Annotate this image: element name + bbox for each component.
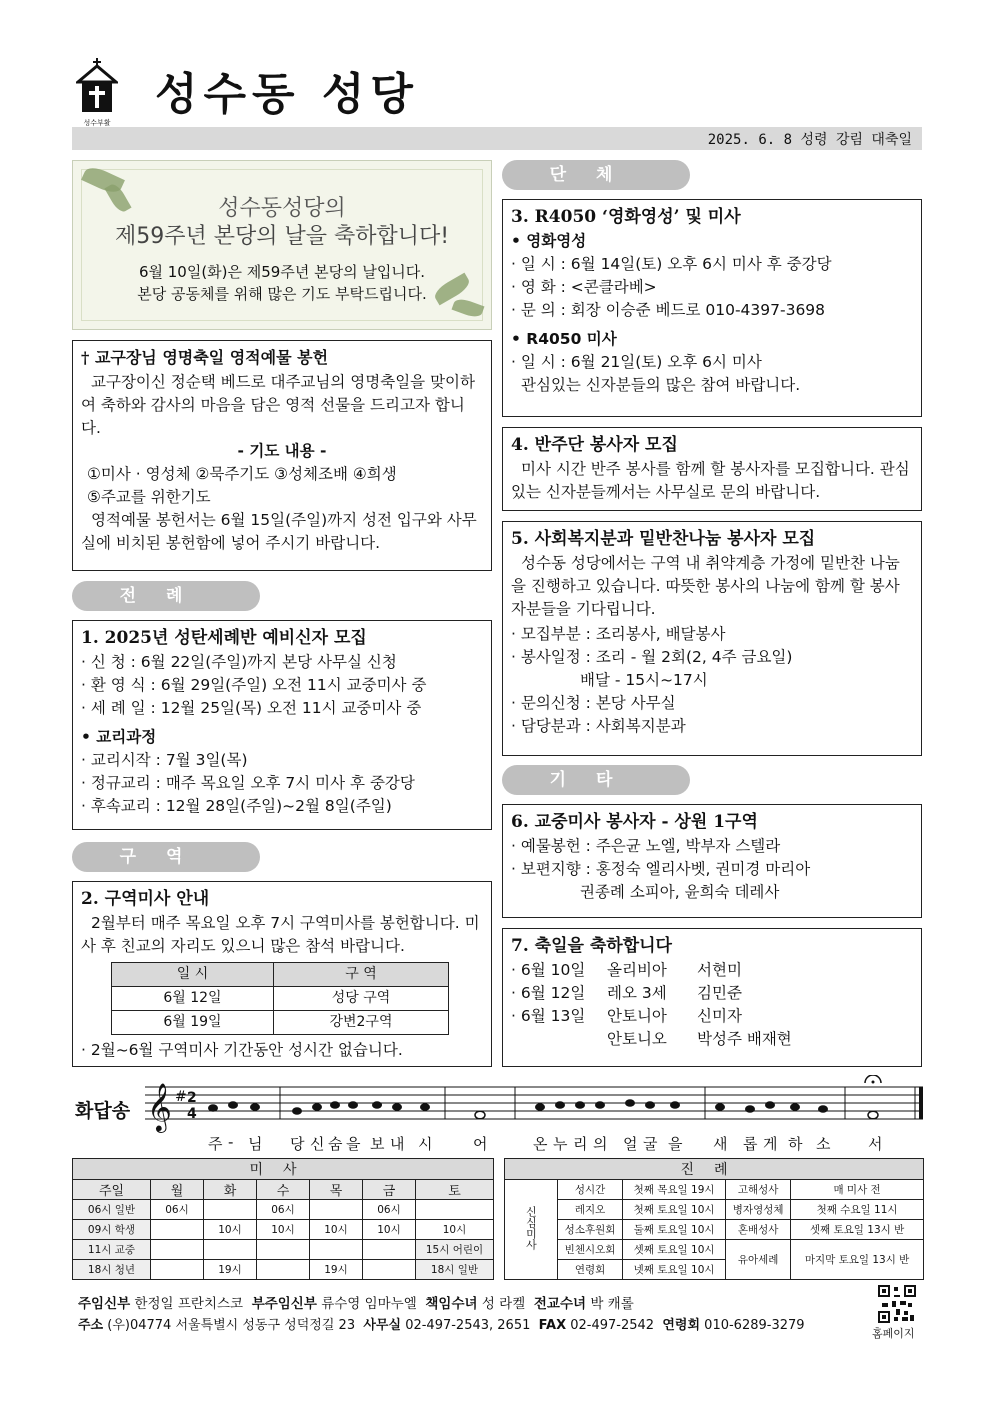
day-header: 주일 — [73, 1180, 151, 1200]
table-cell — [151, 1240, 204, 1260]
lyric-syllable: 서 — [868, 1135, 883, 1153]
table-cell — [310, 1200, 363, 1220]
svg-text:2: 2 — [187, 1090, 197, 1106]
table-cell — [416, 1200, 494, 1220]
hymn-lyrics — [200, 1133, 920, 1153]
item-4-box — [502, 427, 922, 511]
item-1-row: · 환 영 식 : 6월 29일(주일) 오전 11시 교중미사 중 — [81, 676, 427, 694]
item-2-note: · 2월~6월 구역미사 기간동안 성시간 없습니다. — [81, 1041, 403, 1059]
banner-line-2: 제59주년 본당의 날을 축하합니다! — [114, 224, 450, 249]
footer-label: 사무실 — [363, 1318, 402, 1333]
table-row — [73, 1260, 494, 1280]
table-cell: 6월 12일 — [112, 987, 274, 1011]
item-1-row: · 신 청 : 6월 22일(주일)까지 본당 사무실 신청 — [81, 653, 397, 671]
lyric-syllable: 소 — [816, 1135, 831, 1153]
lyric-syllable: 굴 — [643, 1135, 658, 1153]
table-cell: 첫째 토요일 10시 — [623, 1200, 726, 1220]
lyric-syllable: 신 — [310, 1135, 325, 1153]
bishop-paragraph-1: 교구장이신 정순택 베드로 대주교님의 영명축일을 맞이하여 축하와 감사의 마음을 담은 영적 선물을 드리고자 합니다. — [81, 373, 475, 437]
table-cell: 레지오 — [558, 1200, 623, 1220]
item-5-row: · 문의신청 : 본당 사무실 — [511, 694, 676, 712]
table-row — [505, 1200, 924, 1220]
day-header: 월 — [151, 1180, 204, 1200]
table-row — [73, 1240, 494, 1260]
banner-line-3: 6월 10일(화)은 제59주년 본당의 날입니다. — [138, 263, 426, 281]
mass-schedule-table — [72, 1158, 494, 1280]
table-cell: 6월 19일 — [112, 1011, 274, 1035]
item-1-row: · 후속교리 : 12월 28일(주일)~2월 8일(주일) — [81, 797, 392, 815]
lyric-syllable: 내 — [390, 1135, 405, 1153]
day-header: 목 — [310, 1180, 363, 1200]
table-cell — [151, 1260, 204, 1280]
lyric-syllable: 숨 — [328, 1135, 343, 1153]
table-row — [505, 1180, 924, 1200]
table-cell: 둘째 토요일 10시 — [623, 1220, 726, 1240]
item-5-paragraph: 성수동 성당에서는 구역 내 취약계층 가정에 밑반찬 나눔을 진행하고 있습니다. 따뜻한 봉사의 나눔에 함께 할 봉사자분들을 기다립니다. — [511, 554, 900, 618]
lyric-syllable: 님 — [248, 1135, 263, 1153]
qr-code[interactable] — [878, 1285, 916, 1323]
footer-label: FAX — [538, 1318, 567, 1333]
feast-saint: 안토니오 — [607, 1030, 667, 1048]
table-row — [73, 1200, 494, 1220]
lyric-syllable: 어 — [473, 1135, 488, 1153]
footer-value: 02-497-2543, 2651 — [405, 1318, 531, 1333]
mass-table-title: 미사 — [73, 1159, 494, 1180]
lyric-syllable: 누 — [553, 1135, 568, 1153]
footer-label: 연령회 — [662, 1318, 701, 1333]
item-5-row: 배달 - 15시~17시 — [511, 671, 708, 689]
item-3-row: · 일 시 : 6월 21일(토) 오후 6시 미사 — [511, 353, 762, 371]
svg-text:4: 4 — [187, 1106, 197, 1122]
table-cell — [363, 1240, 416, 1260]
item-1-box — [72, 620, 492, 830]
table-row — [73, 1220, 494, 1240]
item-5-row: · 봉사일정 : 조리 - 월 2회(2, 4주 금요일) — [511, 648, 793, 666]
lyric-syllable: 리 — [573, 1135, 588, 1153]
lyric-syllable: 주 — [208, 1135, 223, 1153]
table-cell: 18시 일반 — [416, 1260, 494, 1280]
table-cell — [310, 1240, 363, 1260]
item-3-subheading: • R4050 미사 — [511, 330, 617, 348]
issue-date: 2025. 6. 8 성령 강림 대축일 — [707, 132, 912, 148]
day-header: 금 — [363, 1180, 416, 1200]
footer-label: 주임신부 — [78, 1296, 131, 1312]
section-district: 구역 — [72, 842, 260, 872]
sacraments-table-title: 진례 — [505, 1159, 924, 1180]
feast-date — [511, 1028, 607, 1051]
feast-names: 김민준 — [697, 984, 742, 1002]
feast-saint: 올리비아 — [607, 961, 667, 979]
banner-line-4: 본당 공동체를 위해 많은 기도 부탁드립니다. — [137, 285, 427, 303]
table-cell: 첫째 목요일 19시 — [623, 1180, 726, 1200]
item-7-box — [502, 928, 922, 1067]
sinsim-label — [505, 1180, 558, 1280]
table-cell — [204, 1240, 257, 1260]
lyric-syllable: 시 — [418, 1135, 433, 1153]
table-cell: 10시 — [363, 1220, 416, 1240]
footer-label: 부주임신부 — [251, 1296, 317, 1312]
prayer-list-1: ①미사 · 영성체 ②묵주기도 ③성체조배 ④희생 — [87, 465, 397, 483]
feast-date: · 6월 13일 — [511, 1007, 586, 1025]
table-cell: 강변2구역 — [273, 1011, 448, 1035]
lyric-syllable: 당 — [290, 1135, 305, 1153]
list-item — [511, 959, 792, 982]
item-1-row: · 교리시작 : 7월 3일(목) — [81, 751, 248, 769]
table-cell — [257, 1260, 310, 1280]
list-item — [511, 1005, 792, 1028]
lyric-syllable: 온 — [533, 1135, 548, 1153]
table-cell: 19시 — [204, 1260, 257, 1280]
table-cell: 고해성사 — [726, 1180, 791, 1200]
item-3-row: · 문 의 : 회장 이승준 베드로 010-4397-3698 — [511, 301, 826, 319]
footer-staff — [78, 1294, 868, 1315]
footer-value: 박 캐롤 — [590, 1296, 634, 1312]
table-cell: 성소후원회 — [558, 1220, 623, 1240]
item-1-row: · 정규교리 : 매주 목요일 오후 7시 미사 후 중강당 — [81, 774, 415, 792]
footer-value: 010-6289-3279 — [704, 1318, 805, 1333]
item-6-row: · 예물봉헌 : 주은균 노엘, 박부자 스텔라 — [511, 837, 781, 855]
table-row — [112, 1011, 449, 1035]
date-bar — [72, 127, 922, 150]
section-groups: 단체 — [502, 160, 690, 190]
table-cell — [204, 1200, 257, 1220]
table-cell: 첫째 수요일 11시 — [791, 1200, 924, 1220]
table-cell: 06시 일반 — [73, 1200, 151, 1220]
footer-value: (우)04774 서울특별시 성동구 성덕정길 23 — [107, 1318, 356, 1333]
item-3-row: · 일 시 : 6월 14일(토) 오후 6시 미사 후 중강당 — [511, 255, 832, 273]
banner-line-1: 성수동성당의 — [218, 196, 346, 221]
table-header: 일 시 — [112, 963, 274, 987]
item-3-title: 3. R4050 ‘영화영성’ 및 미사 — [511, 207, 741, 227]
item-2-title: 2. 구역미사 안내 — [81, 889, 210, 909]
feast-names: 서현미 — [697, 961, 742, 979]
table-cell: 성당 구역 — [273, 987, 448, 1011]
table-cell: 10시 — [310, 1220, 363, 1240]
lyric-syllable: 롭 — [743, 1135, 758, 1153]
item-5-row: · 담당분과 : 사회복지분과 — [511, 717, 686, 735]
bishop-title: † 교구장님 영명축일 영적예물 봉헌 — [81, 348, 329, 367]
table-cell: 06시 — [363, 1200, 416, 1220]
footer-label: 전교수녀 — [533, 1296, 587, 1312]
table-cell: 혼배성사 — [726, 1220, 791, 1240]
table-row — [505, 1220, 924, 1240]
table-cell: 셋째 토요일 13시 반 — [791, 1220, 924, 1240]
item-5-row: · 모집부분 : 조리봉사, 배달봉사 — [511, 625, 726, 643]
list-item — [511, 982, 792, 1005]
svg-text:#: # — [175, 1089, 187, 1105]
table-cell — [151, 1220, 204, 1240]
sacraments-table — [504, 1158, 924, 1280]
lyric-syllable: 을 — [346, 1135, 361, 1153]
footer-value: 류수영 임마누엘 — [321, 1296, 417, 1312]
table-cell: 마지막 토요일 13시 반 — [791, 1240, 924, 1280]
footer-contact — [78, 1315, 868, 1336]
lyric-syllable: 을 — [668, 1135, 683, 1153]
table-cell: 19시 — [310, 1260, 363, 1280]
item-2-box — [72, 881, 492, 1067]
table-cell: 09시 학생 — [73, 1220, 151, 1240]
table-cell: 15시 어린이 — [416, 1240, 494, 1260]
church-title: 성수동 성당 — [155, 69, 419, 120]
table-cell: 06시 — [257, 1200, 310, 1220]
lyric-syllable: 하 — [788, 1135, 803, 1153]
sinsim-label-text: 신심미사 — [524, 1206, 538, 1250]
table-cell: 넷째 토요일 10시 — [623, 1260, 726, 1280]
feast-list — [511, 959, 792, 1051]
table-cell: 성시간 — [558, 1180, 623, 1200]
feast-date: · 6월 12일 — [511, 984, 586, 1002]
music-staff — [145, 1075, 925, 1135]
day-header: 수 — [257, 1180, 310, 1200]
prayer-list-2: ⑤주교를 위한기도 — [87, 488, 211, 506]
table-cell — [257, 1240, 310, 1260]
footer-label: 책임수녀 — [425, 1296, 478, 1312]
item-2-paragraph: 2월부터 매주 목요일 오후 7시 구역미사를 봉헌합니다. 미사 후 친교의 자리도 있으니 많은 참석 바랍니다. — [81, 914, 480, 955]
table-cell: 빈첸시오회 — [558, 1240, 623, 1260]
footer-value: 02-497-2542 — [570, 1318, 655, 1333]
item-3-subheading: • 영화영성 — [511, 232, 587, 250]
item-6-row: · 보편지향 : 홍정숙 엘리사벳, 권미경 마리아 — [511, 860, 811, 878]
church-logo — [76, 58, 118, 127]
lyric-syllable: 의 — [593, 1135, 608, 1153]
bishop-paragraph-2: 영적예물 봉헌서는 6월 15일(주일)까지 성전 입구와 사무실에 비치된 봉헌함에 넣어 주시기 바랍니다. — [81, 511, 477, 552]
feast-saint: 레오 3세 — [607, 984, 667, 1002]
feast-names: 신미자 — [697, 1007, 742, 1025]
lyric-syllable: 게 — [763, 1135, 778, 1153]
table-cell: 병자영성체 — [726, 1200, 791, 1220]
item-1-title: 1. 2025년 성탄세례반 예비신자 모집 — [81, 628, 367, 648]
item-1-subheading: • 교리과정 — [81, 728, 157, 746]
table-cell: 10시 — [204, 1220, 257, 1240]
table-header: 구 역 — [273, 963, 448, 987]
logo-caption: 성수부활 — [83, 119, 111, 127]
feast-date: · 6월 10일 — [511, 961, 586, 979]
item-5-box — [502, 521, 922, 756]
item-7-title: 7. 축일을 축하합니다 — [511, 936, 672, 956]
bishop-feast-box — [72, 340, 492, 571]
table-row — [112, 987, 449, 1011]
footer-value: 한정일 프란치스코 — [134, 1296, 244, 1312]
item-6-row: 권종례 소피아, 윤희숙 데레사 — [511, 883, 780, 901]
list-item — [511, 1028, 792, 1051]
item-3-box — [502, 199, 922, 417]
table-cell: 셋째 토요일 10시 — [623, 1240, 726, 1260]
item-6-box — [502, 804, 922, 918]
footer-label: 주소 — [78, 1318, 104, 1333]
item-4-title: 4. 반주단 봉사자 모집 — [511, 435, 678, 455]
footer-value: 성 라켈 — [481, 1296, 526, 1312]
section-etc: 기타 — [502, 765, 690, 795]
lyric-syllable: 새 — [713, 1135, 728, 1153]
section-liturgy: 전례 — [72, 581, 260, 611]
item-6-title: 6. 교중미사 봉사자 - 상원 1구역 — [511, 812, 758, 832]
table-cell: 유아세례 — [726, 1240, 791, 1280]
item-3-note: 관심있는 신자분들의 많은 참여 바랍니다. — [521, 376, 801, 394]
table-cell: 10시 — [257, 1220, 310, 1240]
day-header: 화 — [204, 1180, 257, 1200]
hymn-label: 화답송 — [75, 1100, 131, 1122]
item-4-paragraph: 미사 시간 반주 봉사를 함께 할 봉사자를 모집합니다. 관심 있는 신자분들께서는 사무실로 문의 바랍니다. — [511, 460, 910, 501]
prayer-heading: - 기도 내용 - — [237, 442, 327, 460]
feast-saint: 안토니아 — [607, 1007, 667, 1025]
svg-text:𝄞: 𝄞 — [147, 1082, 172, 1131]
item-3-row: · 영 화 : <콘클라베> — [511, 278, 657, 296]
item-1-row: · 세 례 일 : 12월 25일(목) 오전 11시 교중미사 중 — [81, 699, 422, 717]
lyric-syllable: - — [228, 1133, 234, 1151]
qr-label: 홈페이지 — [872, 1327, 915, 1340]
table-cell: 06시 — [151, 1200, 204, 1220]
district-mass-table — [111, 962, 449, 1035]
qr-code-icon — [878, 1285, 916, 1323]
table-cell: 18시 청년 — [73, 1260, 151, 1280]
feast-names: 박성주 배재현 — [697, 1030, 792, 1048]
anniversary-banner — [72, 160, 492, 330]
item-5-title: 5. 사회복지분과 밑반찬나눔 봉사자 모집 — [511, 529, 816, 549]
table-cell — [363, 1260, 416, 1280]
church-icon — [76, 58, 118, 114]
lyric-syllable: 보 — [370, 1135, 385, 1153]
lyric-syllable: 얼 — [623, 1135, 638, 1153]
day-header: 토 — [416, 1180, 494, 1200]
table-cell: 매 미사 전 — [791, 1180, 924, 1200]
table-cell: 10시 — [416, 1220, 494, 1240]
table-row — [505, 1240, 924, 1260]
table-cell: 연령회 — [558, 1260, 623, 1280]
table-cell: 11시 교중 — [73, 1240, 151, 1260]
